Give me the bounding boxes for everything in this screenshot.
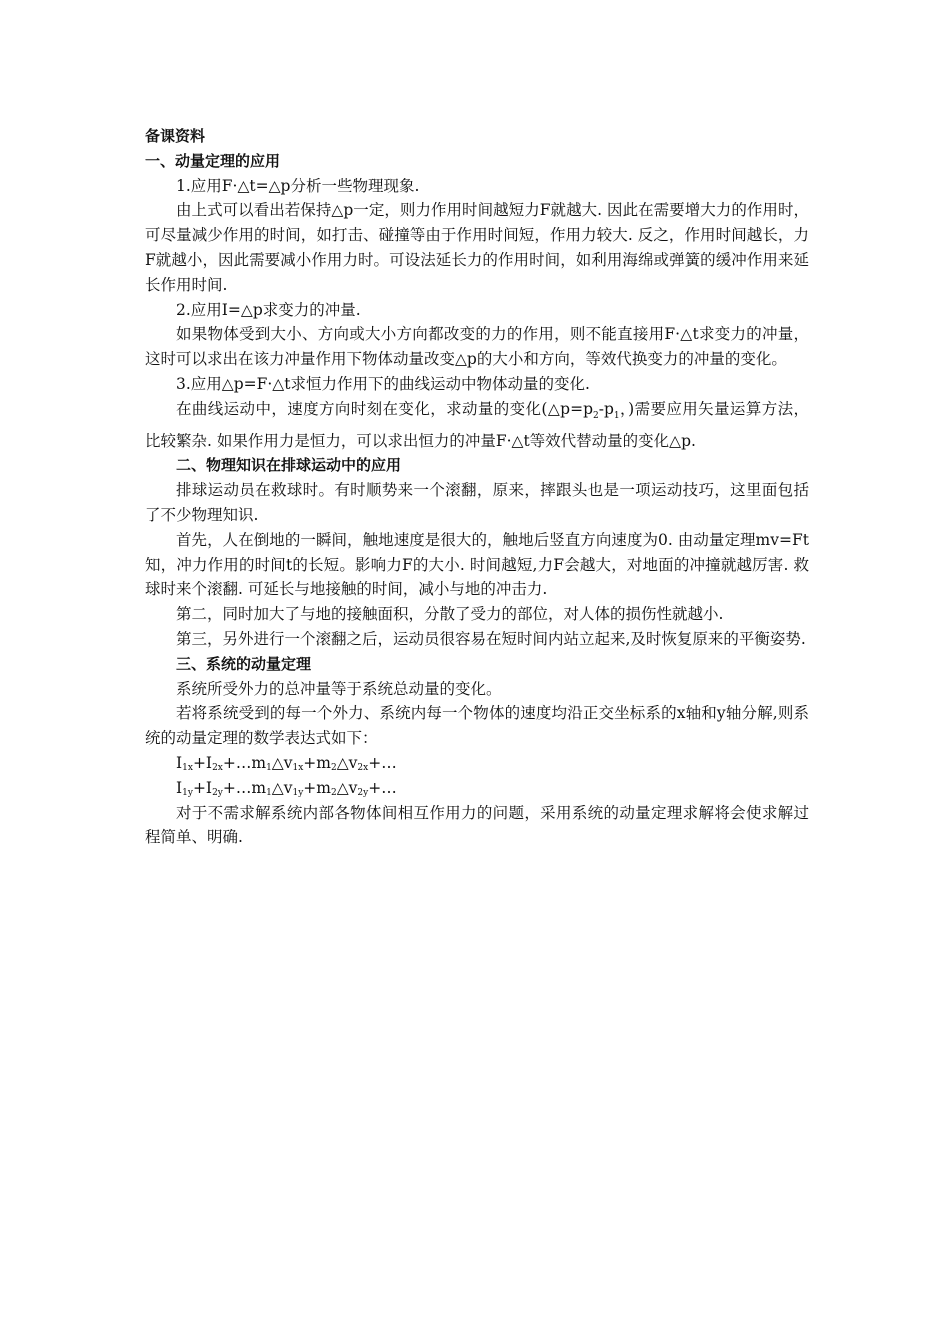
section1-item2-title: 2.应用I=△p求变力的冲量. <box>176 300 361 319</box>
formula-x-sub: 2 <box>330 763 337 774</box>
formula-x-term: +… <box>368 754 397 773</box>
formula-y-sub: 2y <box>212 787 223 798</box>
section1-item2-body: 如果物体受到大小、方向或大小方向都改变的力的作用，则不能直接用F·△t求变力的冲量，这时可以求出在该力冲量作用下物体动量改变△p的大小和方向，等效代换变力的冲量的变化。 <box>145 325 809 369</box>
formula-x-sub: 1x <box>292 763 304 774</box>
item3-text-b: -p <box>598 399 614 418</box>
formula-x-term: △v <box>271 754 293 773</box>
section3-heading: 三、系统的动量定理 <box>176 654 312 673</box>
formula-x-axis <box>145 751 809 776</box>
formula-x-term: +…m <box>222 754 267 773</box>
formula-y-term: △v <box>271 778 293 797</box>
section2-para2: 首先，人在倒地的一瞬间，触地速度是很大的，触地后竖直方向速度为0. 由动量定理mv=Ft知，冲力作用的时间t的长短。影响力F的大小. 时间越短,力F会越大，对地面的冲撞就越厉害. 救球时来个滚翻. 可延长与地接触的时间，减小与地的冲击力. <box>145 530 809 599</box>
section2-para4: 第三，另外进行一个滚翻之后，运动员很容易在短时间内站立起来,及时恢复原来的平衡姿势. <box>176 630 806 649</box>
section3-para1: 系统所受外力的总冲量等于系统总动量的变化。 <box>176 679 502 698</box>
section1-item1-body: 由上式可以看出若保持△p一定，则力作用时间越短力F就越大. 因此在需要增大力的作用时，可尽量减少作用的时间，如打击、碰撞等由于作用时间短，作用力较大. 反之，作用时间越长，力F就越小，因此需要减小作用力时。可设法延长力的作用时间，如利用海绵或弹簧的缓冲作用来延长作用时间. <box>145 201 809 294</box>
formula-x-term: +I <box>192 754 213 773</box>
formula-y-sub: 2 <box>330 787 337 798</box>
document-page <box>145 124 809 850</box>
formula-y-term: +…m <box>222 778 267 797</box>
section2-heading: 二、物理知识在排球运动中的应用 <box>176 456 402 475</box>
section1-item1-title: 1.应用F·△t=△p分析一些物理现象. <box>176 176 420 195</box>
formula-y-term: +I <box>192 778 213 797</box>
formula-y-term: +… <box>368 778 397 797</box>
formula-x-sub: 1x <box>182 763 193 774</box>
section2-para1: 排球运动员在救球时。有时顺势来一个滚翻，原来，摔跟头也是一项运动技巧，这里面包括了不少物理知识. <box>145 481 809 525</box>
formula-y-sub: 1 <box>266 787 272 798</box>
formula-x-term: +m <box>303 754 331 773</box>
formula-y-axis <box>145 776 809 801</box>
formula-y-sub: 1y <box>182 787 193 798</box>
formula-y-term: I <box>176 778 183 797</box>
section1-item3-title: 3.应用△p=F·△t求恒力作用下的曲线运动中物体动量的变化. <box>176 374 590 393</box>
formula-x-sub: 1 <box>266 763 272 774</box>
item3-text-a: 在曲线运动中，速度方向时刻在变化，求动量的变化(△p=p <box>176 399 593 418</box>
section3-para2: 若将系统受到的每一个外力、系统内每一个物体的速度均沿正交坐标系的x轴和y轴分解,则系统的动量定理的数学表达式如下： <box>145 704 809 748</box>
item3-sub-2: 2 <box>593 410 599 421</box>
item3-text-c: ，)需要应用矢量运算方法，比较繁杂. 如果作用力是恒力，可以求出恒力的冲量F·△t等效代替动量的变化△p. <box>145 399 809 450</box>
formula-y-term: △v <box>336 778 358 797</box>
formula-x-sub: 2x <box>212 763 223 774</box>
section3-para3: 对于不需求解系统内部各物体间相互作用力的问题，采用系统的动量定理求解将会使求解过程简单、明确. <box>145 803 809 847</box>
formula-y-sub: 1y <box>292 787 304 798</box>
formula-y-sub: 2y <box>357 787 369 798</box>
formula-y-term: +m <box>303 778 331 797</box>
section1-item3-body <box>145 397 809 454</box>
formula-x-term: △v <box>336 754 358 773</box>
item3-sub-1: 1 <box>613 410 620 421</box>
section1-heading: 一、动量定理的应用 <box>145 151 281 170</box>
document-title: 备课资料 <box>145 127 206 145</box>
formula-x-sub: 2x <box>357 763 369 774</box>
formula-x-term: I <box>176 754 183 773</box>
section2-para3: 第二，同时加大了与地的接触面积，分散了受力的部位，对人体的损伤性就越小. <box>176 605 724 624</box>
